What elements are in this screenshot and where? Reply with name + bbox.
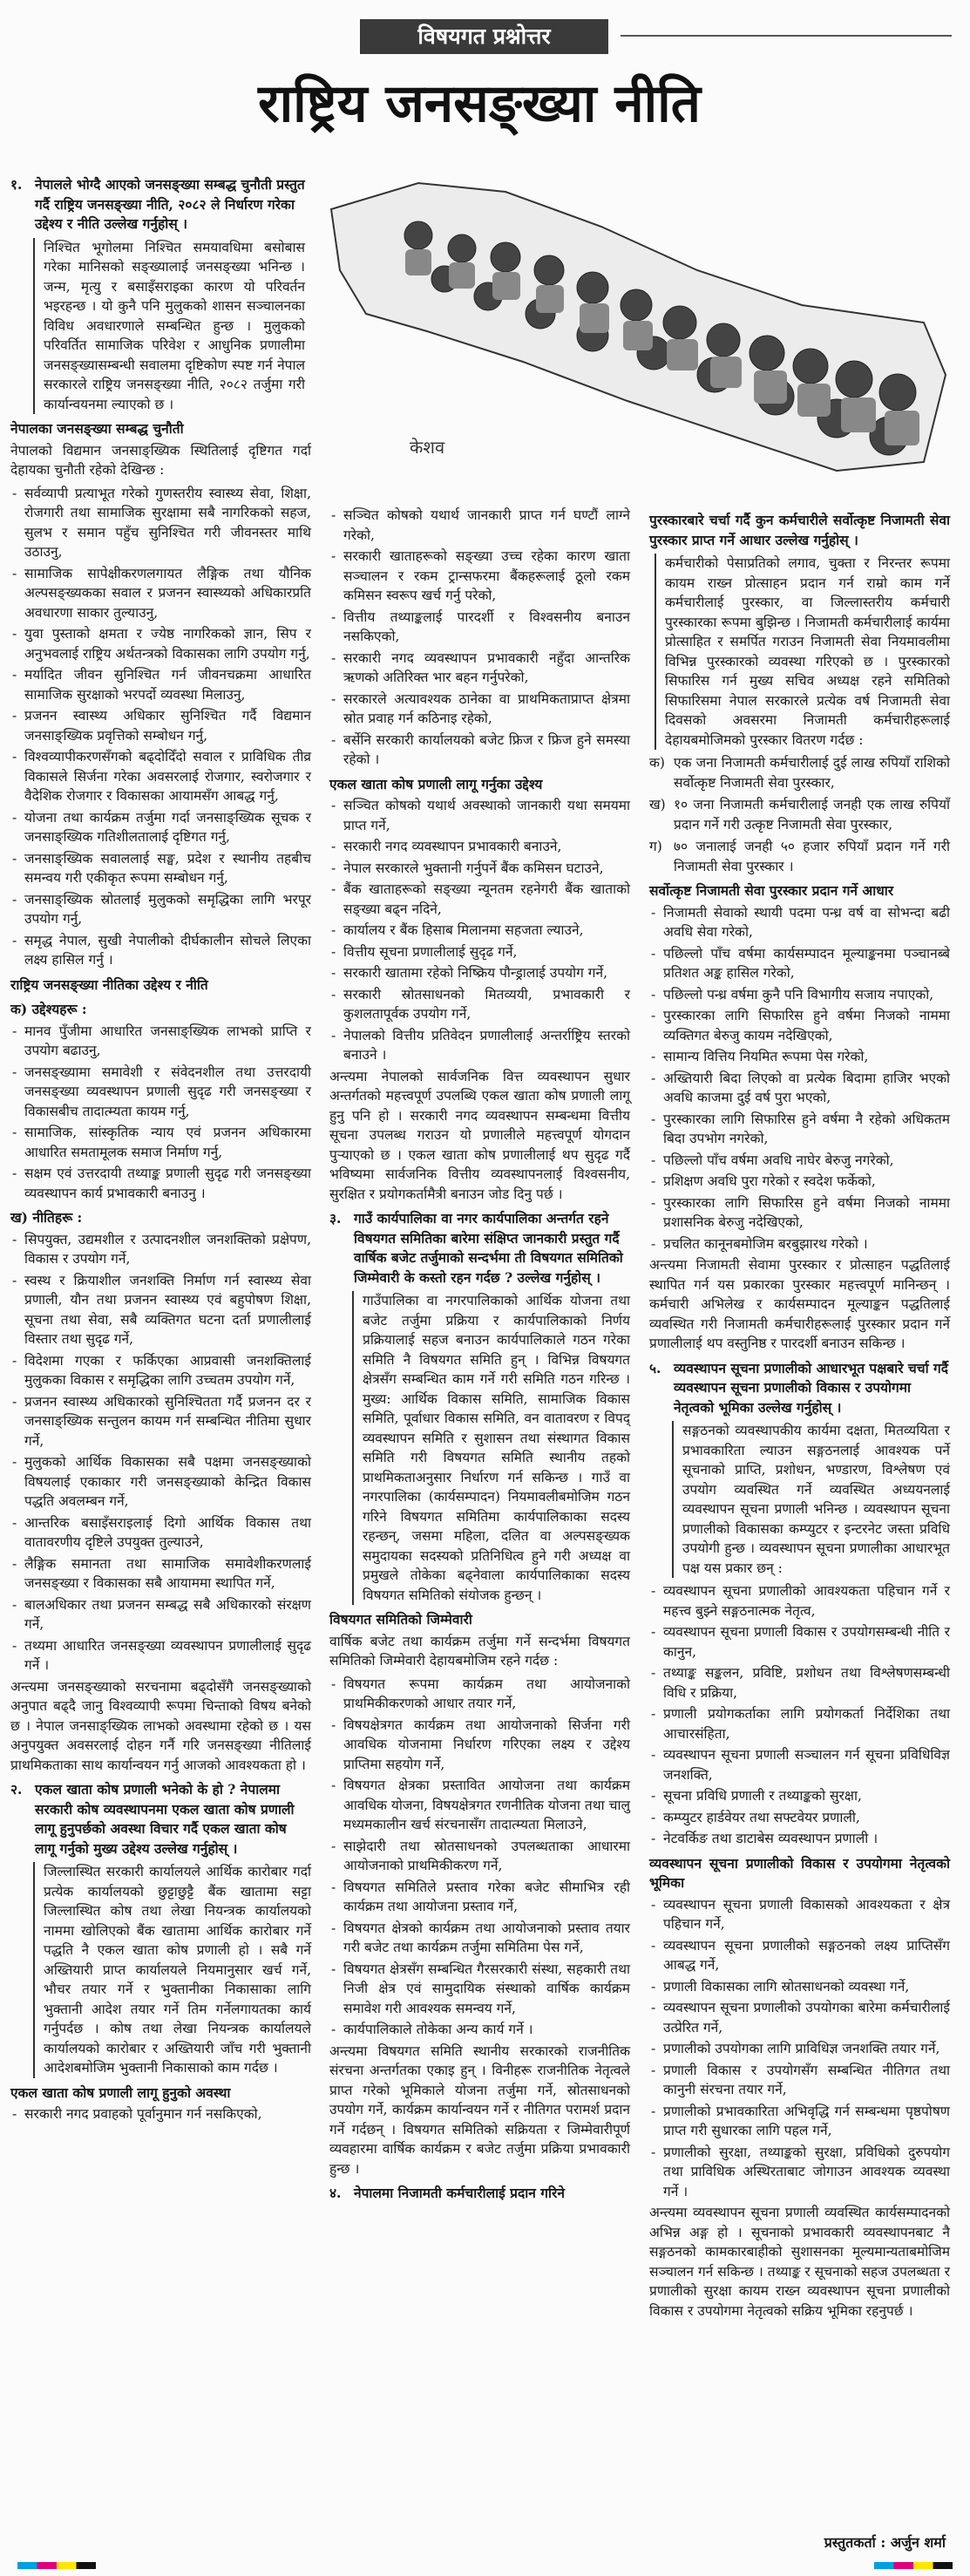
list-item: - नेटवर्किङ तथा डाटाबेस व्यवस्थापन प्रणाली । xyxy=(649,1829,950,1849)
list-item: - पछिल्लो पन्ध्र वर्षमा कुनै पनि विभागीय सजाय नपाएको, xyxy=(649,985,950,1005)
list-item: - पुरस्कारका लागि सिफारिस हुने वर्षमा नै रहेको अधिकतम बिदा उपभोग नगरेको, xyxy=(649,1110,950,1149)
heading-policies: ख) नीतिहरू : xyxy=(10,1209,83,1226)
heading-award-basis: सर्वोत्कृष्ट निजामती सेवा पुरस्कार प्रदान गर्ने आधार xyxy=(649,882,894,899)
list-item: - प्रणाली विकास र उपयोगसँग सम्बन्धित नीतिगत तथा कानुनी संरचना तयार गर्ने, xyxy=(649,2061,950,2100)
list-item: - सरकारी खातामा रहेको निष्क्रिय पौन्ड्रालाई उपयोग गर्ने, xyxy=(329,963,630,983)
list-item: - तथ्याङ्क सङ्कलन, प्रविष्टि, प्रशोधन तथा विश्लेषणसम्बन्धी विधि र प्रक्रिया, xyxy=(649,1663,950,1703)
list-item: - सक्षम एवं उत्तरदायी तथ्याङ्क प्रणाली सुदृढ गरी जनसङ्ख्या व्यवस्थापन कार्य प्रभावकारी बनाउनु । xyxy=(10,1164,311,1203)
objectives-list xyxy=(10,1022,311,1204)
list-item: ख) १० जना निजामती कर्मचारीलाई जनही एक लाख रुपियाँ प्रदान गर्ने गरी उत्कृष्ट निजामती सेवा पुरस्कार, xyxy=(649,797,950,833)
list-item: - सर्वव्यापी प्रत्याभूत गरेको गुणस्तरीय स्वास्थ्य सेवा, शिक्षा, रोजगारी तथा सामाजिक सुरक्षामा सबै नागरिकको सहज, सुलभ र समान पहुँच सुनिश्चित गरी जीवनस्तर माथि उठाउनु, xyxy=(10,484,311,562)
list-item: - कार्यालय र बैंक हिसाब मिलानमा सहजता ल्याउने, xyxy=(329,921,630,941)
list-item: - नेपाल सरकारले भुक्तानी गर्नुपर्ने बैंक कमिसन घटाउने, xyxy=(329,859,630,879)
question-3-answer: गाउँपालिका वा नगरपालिकाको आर्थिक योजना तथा बजेट तर्जुमा प्रक्रिया र कार्यपालिकाको निर्णय प्रक्रियालाई सहज बनाउन कार्यपालिकाले गठन गरेका समिति नै विषयगत समिति हुन् । विभिन्न विषयगत क्षेत्रसँग सम्बन्धित काम गर्ने गरी समिति गठन गरिन्छ । मुख्य: आर्थिक विकास समिति, सामाजिक विकास समिति, पूर्वाधार विकास समिति, वन वातावरण र विपद् व्यवस्थापन समिति र सुशासन तथा संस्थागत विकास समिति गरी विषयगत समिति स्थानीय तहको प्राथमिकताअनुसार निर्धारण गर्न सकिन्छ । गाउँ वा नगरपालिका (कार्यसम्पादन) नियमावलीबमोजिम गठन गरिने विषयगत समितिमा कार्यपालिकाका सदस्य रहन्छन्, जसमा महिला, दलित वा अल्पसङ्ख्यक समुदायका सदस्यको प्रतिनिधित्व हुने गरी अध्यक्ष वा प्रमुखले तोकेका बढ्नेवाला कार्यपालिकाका सदस्य विषयगत समितिको संयोजक हुन्छन् । xyxy=(352,1291,630,1605)
question-3: ३. गाउँ कार्यपालिका वा नगर कार्यपालिका अन्तर्गत रहने विषयगत समितिका बारेमा संक्षिप्त जानकारी प्रस्तुत गर्दै वार्षिक बजेट तर्जुमाको सन्दर्भमा ती विषयगत समितिको जिम्मेवारी के कस्तो रहन गर्दछ ? उल्लेख गर्नुहोस् । xyxy=(329,1210,623,1286)
list-item: - विश्वव्यापीकरणसँगको बढ्दोदिँदो सवाल र प्राविधिक तीव्र विकासले सिर्जना गरेका अवसरलाई रोजगार, स्वरोजगार र वैदेशिक रोजगार र विकासका आयामसँग आबद्ध गर्नु, xyxy=(10,747,311,806)
challenges-intro: नेपालको विद्यमान जनसाङ्ख्यिक स्थितिलाई दृष्टिगत गर्दा देहायका चुनौती रहेको देखिन्छ : xyxy=(10,442,311,478)
award-basis-list xyxy=(649,903,950,1254)
list-item: - बर्सेनि सरकारी कार्यालयको बजेट फ्रिज र फ्रिज हुने समस्या रहेको । xyxy=(329,731,630,770)
nepal-crowd-illustration xyxy=(314,174,954,488)
closing-paragraph: अन्त्यमा नेपालको सार्वजनिक वित्त व्यवस्थापन सुधार अन्तर्गतको महत्त्वपूर्ण उपलब्धि एकल खाता कोष प्रणाली लागू हुनु पनि हो । सरकारी नगद व्यवस्थापन सम्बन्धमा वित्तीय सूचना उपलब्ध गराउन यो प्रणालीले महत्त्वपूर्ण योगदान पुर्‍याएको छ । एकल खाता कोष प्रणालीलाई थप सुदृढ गर्दै भविष्यमा सार्वजनिक वित्तीय व्यवस्थापनलाई विश्वसनीय, सुरक्षित र प्रयोगकर्तामैत्री बनाउन जोड दिनु पर्छ । xyxy=(329,1068,630,1202)
tsa-objectives-list xyxy=(329,796,630,1065)
list-item: - सरकारी स्रोतसाधनको मितव्ययी, प्रभावकारी र कुशलतापूर्वक उपयोग गर्ने, xyxy=(329,985,630,1024)
print-color-bar xyxy=(17,2562,96,2569)
list-item: - प्रजनन स्वास्थ्य अधिकार सुनिश्चित गर्दै विद्यमान जनसाङ्ख्यिक प्रवृत्तिको सम्बोधन गर्नु, xyxy=(10,706,311,745)
column-3 xyxy=(649,506,950,2324)
column-1 xyxy=(10,170,311,2126)
q2-state-list-cont xyxy=(329,506,630,770)
list-item: - सिपयुक्त, उद्यमशील र उत्पादनशील जनशक्तिको प्रक्षेपण, विकास र उपयोग गर्ने, xyxy=(10,1230,311,1269)
list-item: - प्रजनन स्वास्थ्य अधिकारको सुनिश्चितता गर्दै प्रजनन दर र जनसाङ्ख्यिक सन्तुलन कायम गर्न सम्बन्धित नीतिमा सुधार गर्ने, xyxy=(10,1392,311,1451)
header-rule xyxy=(621,35,952,37)
list-item: - नेपालको वित्तीय प्रतिवेदन प्रणालीलाई अन्तर्राष्ट्रिय स्तरको बनाउने । xyxy=(329,1026,630,1065)
list-item: - प्रणालीको प्रभावकारिता अभिवृद्धि गर्न सम्बन्धमा पृष्ठपोषण प्राप्त गरी सुधारका लागि पहल गर्ने, xyxy=(649,2102,950,2141)
list-item: - कार्यपालिकाले तोकेका अन्य कार्य गर्ने । xyxy=(329,2020,630,2040)
list-item: - सरकारी नगद व्यवस्थापन प्रभावकारी बनाउने, xyxy=(329,837,630,857)
list-item: - सरकारी नगद व्यवस्थापन प्रभावकारी नहुँदा आन्तरिक ऋणको अतिरिक्त भार बहन गर्नुपरेको, xyxy=(329,649,630,688)
list-item: - स्वस्थ र क्रियाशील जनशक्ति निर्माण गर्न स्वास्थ्य सेवा प्रणाली, यौन तथा प्रजनन स्वास्थ्य एवं बहुपोषण शिक्षा, सूचना तथा सेवा, सबै व्यक्तिगत घटना दर्ता प्रणालीलाई विस्तार तथा सुदृढ गर्ने, xyxy=(10,1271,311,1349)
list-item: - सामाजिक, सांस्कृतिक न्याय एवं प्रजनन अधिकारमा आधारित समतामूलक समाज निर्माण गर्नु, xyxy=(10,1123,311,1162)
list-item: - विषयगत क्षेत्रका प्रस्तावित आयोजना तथा कार्यक्रम आवधिक योजना, विषयक्षेत्रगत रणनीतिक योजना तथा चालु मध्यमकालीन खर्च संरचनासँग तादात्म्यता मिलाउने, xyxy=(329,1776,630,1835)
list-item: - पछिल्लो पाँच वर्षमा कार्यसम्पादन मूल्याङ्कनमा पञ्चानब्बे प्रतिशत अङ्क हासिल गरेको, xyxy=(649,944,950,983)
question-4: ४. नेपालमा निजामती कर्मचारीलाई प्रदान गरिने xyxy=(329,2185,565,2201)
list-item: - कम्प्युटर हार्डवेयर तथा सफ्टवेयर प्रणाली, xyxy=(649,1808,950,1828)
list-item: - पछिल्लो पाँच वर्षमा अवधि नाघेर बेरुजु नगरेको, xyxy=(649,1151,950,1171)
resp-intro: वार्षिक बजेट तथा कार्यक्रम तर्जुमा गर्ने सन्दर्भमा विषयगत समितिको जिम्मेवारी देहायबमोजिम रहने गर्दछ : xyxy=(329,1633,630,1669)
list-item: - मुलुकको आर्थिक विकासका सबै पक्षमा जनसङ्ख्याको विषयलाई एकाकार गरी जनसङ्ख्याको केन्द्रित विकास पद्धति अवलम्बन गर्ने, xyxy=(10,1452,311,1512)
section-banner: विषयगत प्रश्नोत्तर xyxy=(360,19,608,54)
print-color-bar xyxy=(874,2562,953,2569)
list-item: - व्यवस्थापन सूचना प्रणाली विकास र उपयोगसम्बन्धी नीति र कानुन, xyxy=(649,1622,950,1662)
question-4-answer: कर्मचारीको पेसाप्रतिको लगाव, चुक्ता र निरन्तर रूपमा कायम राख्न प्रोत्साहन प्रदान गर्न राम्रो काम गर्ने कर्मचारीलाई पुरस्कार, वा जिल्लास्तरीय कर्मचारी पुरस्कारका रूपमा बुझिन्छ । निजामती कर्मचारीलाई कार्यमा प्रोत्साहित र समर्पित गराउन निजामती सेवा नियमावलीमा विभिन्न पुरस्कारको व्यवस्था गरिएको छ । पुरस्कारको सिफारिस गर्न मुख्य सचिव अध्यक्ष रहने समितिको सिफारिसमा नेपाल सरकारले प्रत्येक वर्ष निजामती सेवा दिवसको अवसरमा निजामती कर्मचारीहरूलाई देहायबमोजिमको पुरस्कार वितरण गर्दछ : xyxy=(655,554,950,750)
list-item: - सञ्चित कोषको यथार्थ जानकारी प्राप्त गर्न घण्टौं लाग्ने गरेको, xyxy=(329,506,630,545)
list-item: - निजामती सेवाको स्थायी पदमा पन्ध्र वर्ष वा सोभन्दा बढी अवधि सेवा गरेको, xyxy=(649,903,950,942)
policies-list xyxy=(10,1230,311,1675)
closing-paragraph: अन्त्यमा विषयगत समिति स्थानीय सरकारको राजनीतिक संरचना अन्तर्गतका एकाइ हुन् । विनीहरू राजनीतिक नेतृत्वले प्राप्त गरेको भूमिकाले योजना तर्जुमा गर्ने, स्रोतसाधनको उपयोग गर्ने, कार्यक्रम कार्यान्वयन गर्ने र नीतिगत परामर्श प्रदान गर्ने गर्दछन् । विषयगत समितिको सक्रियता र जिम्मेवारीपूर्ण व्यवहारमा वार्षिक कार्यक्रम र बजेट तर्जुमा प्रक्रिया प्रभावकारी हुन्छ । xyxy=(329,2042,630,2177)
list-item: - व्यवस्थापन सूचना प्रणालीको उपयोगका बारेमा कर्मचारीलाई उत्प्रेरित गर्ने, xyxy=(649,1998,950,2037)
question-2: २. एकल खाता कोष प्रणाली भनेको के हो ? नेपालमा सरकारी कोष व्यवस्थापनमा एकल खाता कोष प्रणाली लागू हुनुपर्छको अवस्था विचार गर्दै एकल खाता कोष लागू गर्नुको मुख्य उद्देश्य उल्लेख गर्नुहोस् । xyxy=(10,1781,295,1857)
cartoonist-signature: केशव xyxy=(410,437,445,458)
list-item: - अख्तियारी बिदा लिएको वा प्रत्येक बिदामा हाजिर भएको अवधि काजमा दुई वर्ष पुरा भएको, xyxy=(649,1069,950,1108)
list-item: - सूचना प्रविधि प्रणाली र तथ्याङ्कको सुरक्षा, xyxy=(649,1786,950,1806)
list-item: - समृद्ध नेपाल, सुखी नेपालीको दीर्घकालीन सोचले लिएका लक्ष्य हासिल गर्नु । xyxy=(10,931,311,970)
closing-paragraph: अन्त्यमा जनसङ्ख्याको सरचनामा बढ्दोसँगै जनसङ्ख्याको अनुपात बढ्दै जानु विश्वव्यापी रूपमा चिन्ताको विषय बनेको छ । नेपाल जनसाङ्ख्यिक लाभको अवस्थामा रहेको छ । यस अनुपयुक्त अवसरलाई दोहन गर्नै गरि जनसङ्ख्या नीतिलाई प्राथमिकताका साथ कार्यान्वयन गर्नु आजको आवश्यकता हो । xyxy=(10,1678,311,1773)
challenges-list xyxy=(10,484,311,970)
heading-policy: राष्ट्रिय जनसङ्ख्या नीतिका उद्देश्य र नीति xyxy=(10,975,208,993)
question-4-cont: पुरस्कारबारे चर्चा गर्दै कुन कर्मचारीले सर्वोत्कृष्ट निजामती सेवा पुरस्कार प्राप्त गर्ने आधार उल्लेख गर्नुहोस् । xyxy=(649,512,950,548)
list-item: - जनसाङ्ख्यिक स्रोतलाई मुलुकको समृद्धिका लागि भरपूर उपयोग गर्नु, xyxy=(10,890,311,929)
q2-state-list xyxy=(10,2104,311,2124)
mis-basics-list xyxy=(649,1581,950,1849)
heading-objectives: क) उद्देश्यहरू : xyxy=(10,1001,87,1017)
list-item: ग) ७० जनालाई जनही ५० हजार रुपियाँ प्रदान गर्ने गरी निजामती सेवा पुरस्कार । xyxy=(649,839,950,874)
column-2 xyxy=(329,506,630,2207)
heading-challenges: नेपालका जनसङ्ख्या सम्बद्ध चुनौती xyxy=(10,420,184,437)
list-item: - व्यवस्थापन सूचना प्रणाली सञ्चालन गर्न सूचना प्रविधिविज्ञ जनशक्ति, xyxy=(649,1745,950,1784)
question-1-intro: निश्चित भूगोलमा निश्चित समयावधिमा बसोबास गरेका मानिसको सङ्ख्यालाई जनसङ्ख्या भनिन्छ । जन्म, मृत्यु र बसाइँसराइका कारण यो परिवर्तन भइरहन्छ । यो कुनै पनि मुलुकको शासन सञ्चालनका विविध अवधारणाले सम्बन्धित हुन्छ । मुलुकको परिवर्तित सामाजिक परिवेश र आधुनिक प्रणालीमा जनसङ्ख्यासम्बन्धी सवालमा दृष्टिकोण स्पष्ट गर्न नेपाल सरकारले राष्ट्रिय जनसङ्ख्या नीति, २०८२ तर्जुमा गरी कार्यान्वयनमा ल्याएको छ । xyxy=(33,238,305,415)
list-item: - प्रचलित कानूनबमोजिम बरबुझारथ गरेको । xyxy=(649,1234,950,1254)
leader-role-list xyxy=(649,1895,950,2202)
list-item: - प्रणाली विकासका लागि स्रोतसाधनको व्यवस्था गर्ने, xyxy=(649,1977,950,1997)
list-item: - मानव पुँजीमा आधारित जनसाङ्ख्यिक लाभको प्राप्ति र उपयोग बढाउनु, xyxy=(10,1022,311,1061)
list-item: - तथ्यमा आधारित जनसङ्ख्या व्यवस्थापन प्रणालीलाई सुदृढ गर्ने । xyxy=(10,1636,311,1675)
closing-paragraph: अन्त्यमा व्यवस्थापन सूचना प्रणाली व्यवस्थित कार्यसम्पादनको अभिन्न अङ्ग हो । सूचनाको प्रभावकारी व्यवस्थापनबाट नै सङ्गठनको कामकारबाहीको सुशासनका मूल्यमान्यताबमोजिम सञ्चालन गर्न सकिन्छ । तथ्याङ्क र सूचनाको सहज उपलब्धता र प्रणालीको सुरक्षा कायम राख्न व्यवस्थापन सूचना प्रणालीको विकास र उपयोगमा नेतृत्वको सक्रिय भूमिका रहनुपर्छ । xyxy=(649,2205,950,2319)
heading-q2-state: एकल खाता कोष प्रणाली लागू हुनुको अवस्था xyxy=(10,2083,231,2101)
heading-committee-resp: विषयगत समितिको जिम्मेवारी xyxy=(329,1611,472,1628)
question-2-answer: जिल्लास्थित सरकारी कार्यालयले आर्थिक कारोबार गर्दा प्रत्येक कार्यालयको छुट्टाछुट्टै बैंक खातामा सट्टा जिल्लास्थित कोष तथा लेखा नियन्त्रक कार्यालयको नाममा खोलिएको बैंक खातामा आर्थिक कारोबार गर्ने पद्धति नै एकल खाता कोष प्रणाली हो । सबै गर्ने अख्तियारी प्राप्त कार्यालयले नियमानुसार खर्च गर्ने, भौचर तयार गर्ने र भुक्तानीका निकासाका लागि भुक्तानी आदेश तयार गर्ने तिम गर्नेलगायतका कार्य गर्नुपर्दछ । कोष तथा लेखा नियन्त्रक कार्यालयले कार्यालयको कारोबार र अख्तियारी जाँच गरी भुक्तानी आदेशबमोजिम भुक्तानी निकासाको काम गर्दछ । xyxy=(33,1862,311,2078)
list-item: - विषयगत क्षेत्रको कार्यक्रम तथा आयोजनाको प्रस्ताव तयार गरी बजेट तथा कार्यक्रम तर्जुमा समितिमा पेस गर्ने, xyxy=(329,1919,630,1958)
awards-list xyxy=(649,753,950,876)
heading-tsa-objectives: एकल खाता कोष प्रणाली लागू गर्नुका उद्देश्य xyxy=(329,775,543,792)
question-1: १. नेपालले भोग्दै आएको जनसङ्ख्या सम्बद्ध चुनौती प्रस्तुत गर्दै राष्ट्रिय जनसङ्ख्या नीति, २०८२ ले निर्धारण गरेका उद्देश्य र नीति उल्लेख गर्नुहोस् । xyxy=(10,176,305,232)
question-5: ५. व्यवस्थापन सूचना प्रणालीको आधारभूत पक्षबारे चर्चा गर्दै व्यवस्थापन सूचना प्रणालीको विकास र उपयोगमा नेतृत्वको भूमिका उल्लेख गर्नुहोस् । xyxy=(649,1359,948,1416)
list-item: - विषयक्षेत्रगत कार्यक्रम तथा आयोजनाको सिर्जना गरी आवधिक योजनामा निर्धारण गरिएका लक्ष्य र उद्देश्य प्राप्तिमा सहयोग गर्ने, xyxy=(329,1716,630,1775)
list-item: - सामाजिक सापेक्षीकरणलगायत लैङ्गिक तथा यौनिक अल्पसङ्ख्यकका सवाल र प्रजनन स्वास्थ्यको अधिकारप्रति अवधारणा साकार तुल्याउनु, xyxy=(10,564,311,623)
list-item: - बैंक खाताहरूको सङ्ख्या न्यूनतम रहनेगरी बैंक खाताको सङ्ख्या बढ्न नदिने, xyxy=(329,880,630,919)
list-item: - प्रणाली प्रयोगकर्ताका लागि प्रयोगकर्ता निर्देशिका तथा आचारसंहिता, xyxy=(649,1704,950,1743)
page-title: राष्ट्रिय जनसङ्ख्या नीति xyxy=(258,73,701,134)
list-item: - विषयगत समितिले प्रस्ताव गरेका बजेट सीमाभित्र रही कार्यक्रम तथा आयोजना प्रस्ताव गर्ने, xyxy=(329,1878,630,1917)
list-item: - साझेदारी तथा स्रोतसाधनको उपलब्धताका आधारमा आयोजनाको प्राथमिकीकरण गर्ने, xyxy=(329,1837,630,1876)
list-item: - आन्तरिक बसाइँसराइलाई दिगो आर्थिक विकास तथा वातावरणीय दृष्टिले उपयुक्त तुल्याउने, xyxy=(10,1513,311,1553)
list-item: - युवा पुस्ताको क्षमता र ज्येष्ठ नागरिकको ज्ञान, सिप र अनुभवलाई राष्ट्रिय अर्थतन्त्रको विकासका लागि उपयोग गर्नु, xyxy=(10,624,311,663)
author-credit: प्रस्तुतकर्ता : अर्जुन शर्मा xyxy=(824,2534,946,2551)
list-item: - मर्यादित जीवन सुनिश्चित गर्न जीवनचक्रमा आधारित सामाजिक सुरक्षाको भरपर्दो व्यवस्था मिलाउनु, xyxy=(10,665,311,704)
list-item: - विषयगत रूपमा कार्यक्रम तथा आयोजनाको प्राथमिकीकरणको आधार तयार गर्ने, xyxy=(329,1675,630,1714)
list-item: - प्रणालीको उपयोगका लागि प्राविधिज्ञ जनशक्ति तयार गर्ने, xyxy=(649,2039,950,2059)
list-item: - बालअधिकार तथा प्रजनन सम्बद्ध सबै अधिकारको संरक्षण गर्ने, xyxy=(10,1595,311,1635)
list-item: - जनसाङ्ख्यिक सवाललाई सङ्घ, प्रदेश र स्थानीय तहबीच समन्वय गरी एकीकृत रूपमा सम्बोधन गर्नु, xyxy=(10,849,311,888)
closing-paragraph: अन्त्यमा निजामती सेवामा पुरस्कार र प्रोत्साहन पद्धतिलाई स्थापित गर्न यस प्रकारका पुरस्कार महत्त्वपूर्ण मानिन्छन् । कर्मचारी अभिलेख र कार्यसम्पादन मूल्याङ्कन पद्धतिलाई व्यवस्थित गरी निजामती कर्मचारीहरूलाई पुरस्कार प्रदान गर्ने प्रणालीलाई थप वस्तुनिष्ठ र पारदर्शी बनाउन सकिन्छ । xyxy=(649,1257,950,1351)
list-item: - सरकारले अत्यावश्यक ठानेका वा प्राथमिकताप्राप्त क्षेत्रमा स्रोत प्रवाह गर्न कठिनाइ रहेको, xyxy=(329,690,630,729)
list-item: - वित्तीय तथ्याङ्कलाई पारदर्शी र विश्वसनीय बनाउन नसकिएको, xyxy=(329,608,630,647)
heading-leader-role: व्यवस्थापन सूचना प्रणालीको विकास र उपयोगमा नेतृत्वको भूमिका xyxy=(649,1854,950,1891)
list-item: - व्यवस्थापन सूचना प्रणालीको आवश्यकता पहिचान गर्ने र महत्त्व बुझ्ने सङ्गठनात्मक नेतृत्व, xyxy=(649,1581,950,1621)
list-item: - व्यवस्थापन सूचना प्रणालीको सङ्गठनको लक्ष्य प्राप्तिसँग आबद्ध गर्ने, xyxy=(649,1936,950,1975)
list-item: - प्रणालीको सुरक्षा, तथ्याङ्कको सुरक्षा, प्रविधिको दुरुपयोग तथा प्राविधिक अस्थिरताबाट जोगाउन आवश्यक व्यवस्था गर्ने । xyxy=(649,2143,950,2202)
list-item: - वित्तीय सूचना प्रणालीलाई सुदृढ गर्ने, xyxy=(329,942,630,962)
list-item: - योजना तथा कार्यक्रम तर्जुमा गर्दा जनसाङ्ख्यिक सूचक र जनसाङ्ख्यिक गतिशीलतालाई दृष्टिगत गर्नु, xyxy=(10,808,311,847)
question-5-answer: सङ्गठनको व्यवस्थापकीय कार्यमा दक्षता, मितव्ययिता र प्रभावकारिता ल्याउन सङ्गठनलाई आवश्यक पर्ने सूचनाको प्राप्ति, प्रशोधन, भण्डारण, विश्लेषण एवं उपयोग व्यवस्थित गर्ने व्यवस्थित अध्ययनलाई व्यवस्थापन सूचना प्रणाली भनिन्छ । व्यवस्थापन सूचना प्रणालीको विकासका कम्प्युटर र इन्टरनेट जस्ता प्रविधि उपयोगी हुन्छ । व्यवस्थापन सूचना प्रणालीका आधारभूत पक्ष यस प्रकार छन् : xyxy=(672,1421,950,1578)
list-item: - विदेशमा गएका र फर्किएका आप्रवासी जनशक्तिलाई मुलुकका विकास र समृद्धिका लागि उच्चतम उपयोग गर्ने, xyxy=(10,1351,311,1390)
resp-list xyxy=(329,1675,630,2040)
list-item: - सामान्य वित्तिय नियमित रूपमा पेस गरेको, xyxy=(649,1047,950,1067)
list-item: - सञ्चित कोषको यथार्थ अवस्थाको जानकारी यथा समयमा प्राप्त गर्ने, xyxy=(329,796,630,835)
list-item: - जनसङ्ख्यामा समावेशी र संवेदनशील तथा उत्तरदायी जनसङ्ख्या व्यवस्थापन प्रणाली सुदृढ गरी जनसङ्ख्या र विकासबीच तादात्म्यता कायम गर्नु, xyxy=(10,1063,311,1122)
list-item: - सरकारी नगद प्रवाहको पूर्वानुमान गर्न नसकिएको, xyxy=(10,2104,311,2124)
list-item: - सरकारी खाताहरूको सङ्ख्या उच्च रहेका कारण खाता सञ्चालन र रकम ट्रान्सफरमा बैंकहरूलाई ठूलो रकम कमिसन स्वरूप खर्च गर्नु परेको, xyxy=(329,547,630,606)
list-item: - पुरस्कारका लागि सिफारिस हुने वर्षमा निजको नाममा प्रशासनिक बेरुजु नदेखिएको, xyxy=(649,1193,950,1233)
list-item: - प्रशिक्षण अवधि पुरा गरेको र स्वदेश फर्केको, xyxy=(649,1172,950,1192)
list-item: क) एक जना निजामती कर्मचारीलाई दुई लाख रुपियाँ राशिको सर्वोत्कृष्ट निजामती सेवा पुरस्कार, xyxy=(649,755,950,791)
list-item: - विषयगत क्षेत्रसँग सम्बन्धित गैरसरकारी संस्था, सहकारी तथा निजी क्षेत्र एवं सामुदायिक संस्थाको वार्षिक कार्यक्रम समावेश गरी आवश्यक समन्वय गर्ने, xyxy=(329,1960,630,2019)
list-item: - पुरस्कारका लागि सिफारिस हुने वर्षमा निजको नाममा व्यक्तिगत बेरुजु कायम नदेखिएको, xyxy=(649,1006,950,1045)
list-item: - व्यवस्थापन सूचना प्रणाली विकासको आवश्यकता र क्षेत्र पहिचान गर्ने, xyxy=(649,1895,950,1934)
list-item: - लैङ्गिक समानता तथा सामाजिक समावेशीकरणलाई जनसङ्ख्या र विकासका सबै आयाममा स्थापित गर्ने, xyxy=(10,1554,311,1594)
